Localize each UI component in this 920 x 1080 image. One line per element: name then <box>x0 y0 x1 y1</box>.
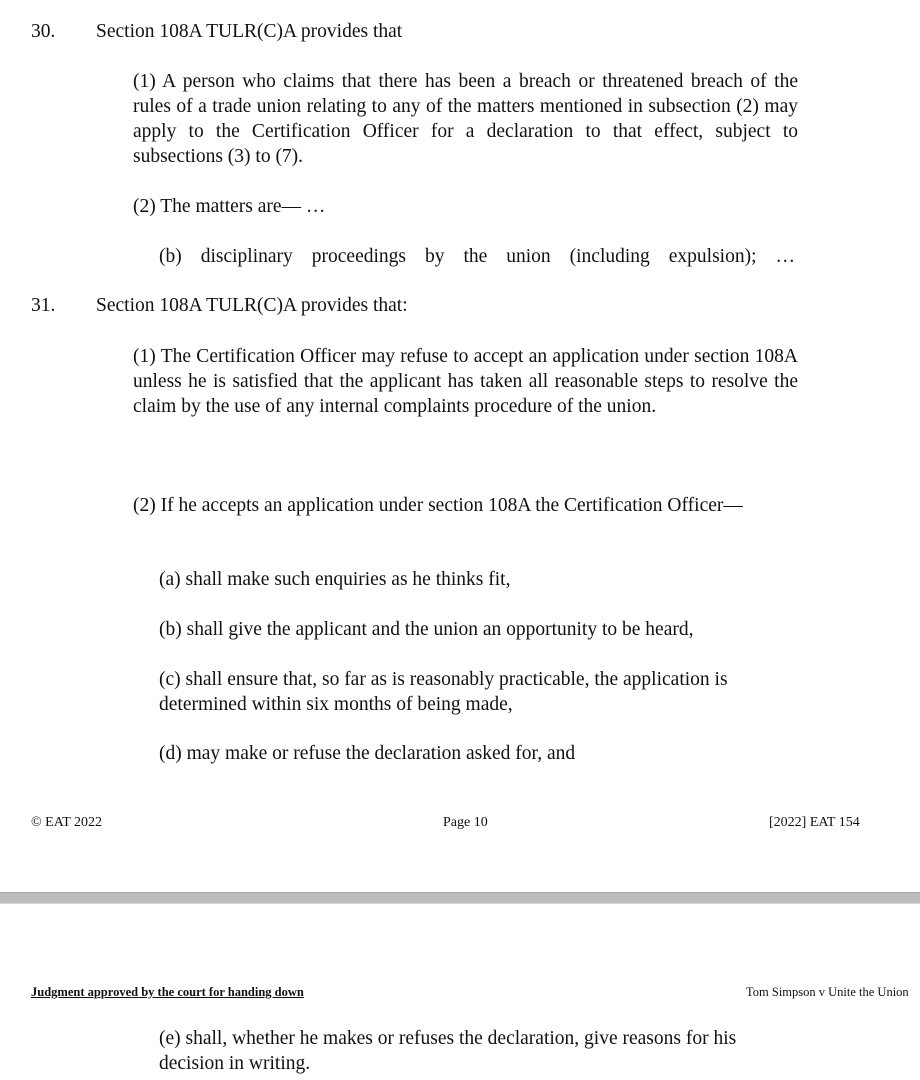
paragraph-31-item-d: (d) may make or refuse the declaration asked for, and <box>159 743 576 764</box>
paragraph-30-heading: Section 108A TULR(C)A provides that <box>96 21 403 42</box>
footer-page-number: Page 10 <box>443 815 488 830</box>
paragraph-31-item-a: (a) shall make such enquiries as he thinks fit, <box>159 569 511 590</box>
paragraph-31-subsection-2: (2) If he accepts an application under section 108A the Certification Officer— <box>133 495 743 516</box>
paragraph-30-subsection-1: (1) A person who claims that there has been a breach or threatened breach of the rules of a trade union relating to any of the matters mentioned in subsection (2) may apply to the Certification Officer for a declaration to that effect, subject to subsections (3) to (7). <box>133 71 798 167</box>
paragraph-31-item-b: (b) shall give the applicant and the union an opportunity to be heard, <box>159 619 694 640</box>
header-judgment-note: Judgment approved by the court for handing down <box>31 985 304 999</box>
paragraph-number-30: 30. <box>31 21 56 42</box>
paragraph-31-item-c: (c) shall ensure that, so far as is reasonably practicable, the application is determined within six months of being made, <box>159 669 728 715</box>
paragraph-31-subsection-1: (1) The Certification Officer may refuse to accept an application under section 108A unless he is satisfied that the applicant has taken all reasonable steps to resolve the claim by the use of any internal complaints procedure of the union. <box>133 346 798 417</box>
paragraph-31-heading: Section 108A TULR(C)A provides that: <box>96 295 408 316</box>
paragraph-number-31: 31. <box>31 295 56 316</box>
page-separator <box>0 892 920 904</box>
paragraph-30-item-b: (b) disciplinary proceedings by the union (including expulsion); … <box>159 246 795 267</box>
footer-copyright: © EAT 2022 <box>31 815 103 830</box>
paragraph-30-subsection-2: (2) The matters are— … <box>133 196 326 217</box>
header-case-name: Tom Simpson v Unite the Union <box>746 985 909 999</box>
footer-citation: [2022] EAT 154 <box>769 815 860 830</box>
paragraph-31-item-e: (e) shall, whether he makes or refuses the declaration, give reasons for his decision in writing. <box>159 1028 737 1074</box>
